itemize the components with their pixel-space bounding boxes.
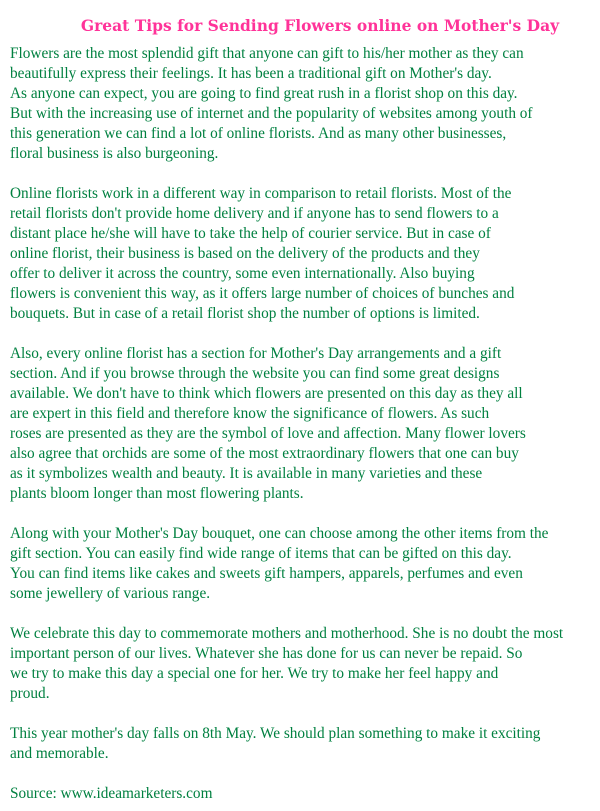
text-line: But with the increasing use of internet and the popularity of websites among youth of xyxy=(10,105,533,122)
text-line: This year mother's day falls on 8th May. We should plan something to make it exciting xyxy=(10,725,541,742)
text-line: as it symbolizes wealth and beauty. It is available in many varieties and these xyxy=(10,465,483,482)
paragraph-mothers-day-section xyxy=(10,344,600,504)
text-line: available. We don't have to think which flowers are presented on this day as they all xyxy=(10,385,523,402)
text-line: and memorable. xyxy=(10,745,109,762)
text-line: some jewellery of various range. xyxy=(10,585,211,602)
text-line: this generation we can find a lot of online florists. And as many other businesses, xyxy=(10,125,507,142)
paragraph-celebrate xyxy=(10,624,600,704)
text-line: We celebrate this day to commemorate mothers and motherhood. She is no doubt the most xyxy=(10,625,564,642)
paragraph-date xyxy=(10,724,600,764)
text-line: Also, every online florist has a section for Mother's Day arrangements and a gift xyxy=(10,345,502,362)
text-line: important person of our lives. Whatever she has done for us can never be repaid. So xyxy=(10,645,523,662)
text-line: Online florists work in a different way in comparison to retail florists. Most of the xyxy=(10,185,512,202)
source-credit: Source: www.ideamarketers.com xyxy=(10,785,213,802)
article-body xyxy=(10,44,600,804)
text-line: distant place he/she will have to take the help of courier service. But in case of xyxy=(10,225,491,242)
article-title: Great Tips for Sending Flowers online on Mother's Day xyxy=(80,16,560,35)
text-line: beautifully express their feelings. It has been a traditional gift on Mother's day. xyxy=(10,65,492,82)
paragraph-intro xyxy=(10,44,600,164)
text-line: plants bloom longer than most flowering plants. xyxy=(10,485,304,502)
text-line: are expert in this field and therefore know the significance of flowers. As such xyxy=(10,405,490,422)
text-line: roses are presented as they are the symbol of love and affection. Many flower lovers xyxy=(10,425,526,442)
text-line: bouquets. But in case of a retail florist shop the number of options is limited. xyxy=(10,305,480,322)
text-line: section. And if you browse through the website you can find some great designs xyxy=(10,365,500,382)
paragraph-online-florists xyxy=(10,184,600,324)
text-line: flowers is convenient this way, as it offers large number of choices of bunches and xyxy=(10,285,515,302)
paragraph-gift-section xyxy=(10,524,600,604)
text-line: Flowers are the most splendid gift that anyone can gift to his/her mother as they can xyxy=(10,45,524,62)
text-line: offer to deliver it across the country, some even internationally. Also buying xyxy=(10,265,475,282)
text-line: online florist, their business is based on the delivery of the products and they xyxy=(10,245,480,262)
text-line: gift section. You can easily find wide range of items that can be gifted on this day. xyxy=(10,545,512,562)
text-line: You can find items like cakes and sweets gift hampers, apparels, perfumes and even xyxy=(10,565,523,582)
text-line: As anyone can expect, you are going to find great rush in a florist shop on this day. xyxy=(10,85,518,102)
text-line: we try to make this day a special one for her. We try to make her feel happy and xyxy=(10,665,499,682)
text-line: Along with your Mother's Day bouquet, one can choose among the other items from the xyxy=(10,525,549,542)
text-line: retail florists don't provide home delivery and if anyone has to send flowers to a xyxy=(10,205,499,222)
text-line: proud. xyxy=(10,685,50,702)
text-line: floral business is also burgeoning. xyxy=(10,145,219,162)
text-line: also agree that orchids are some of the most extraordinary flowers that one can buy xyxy=(10,445,519,462)
